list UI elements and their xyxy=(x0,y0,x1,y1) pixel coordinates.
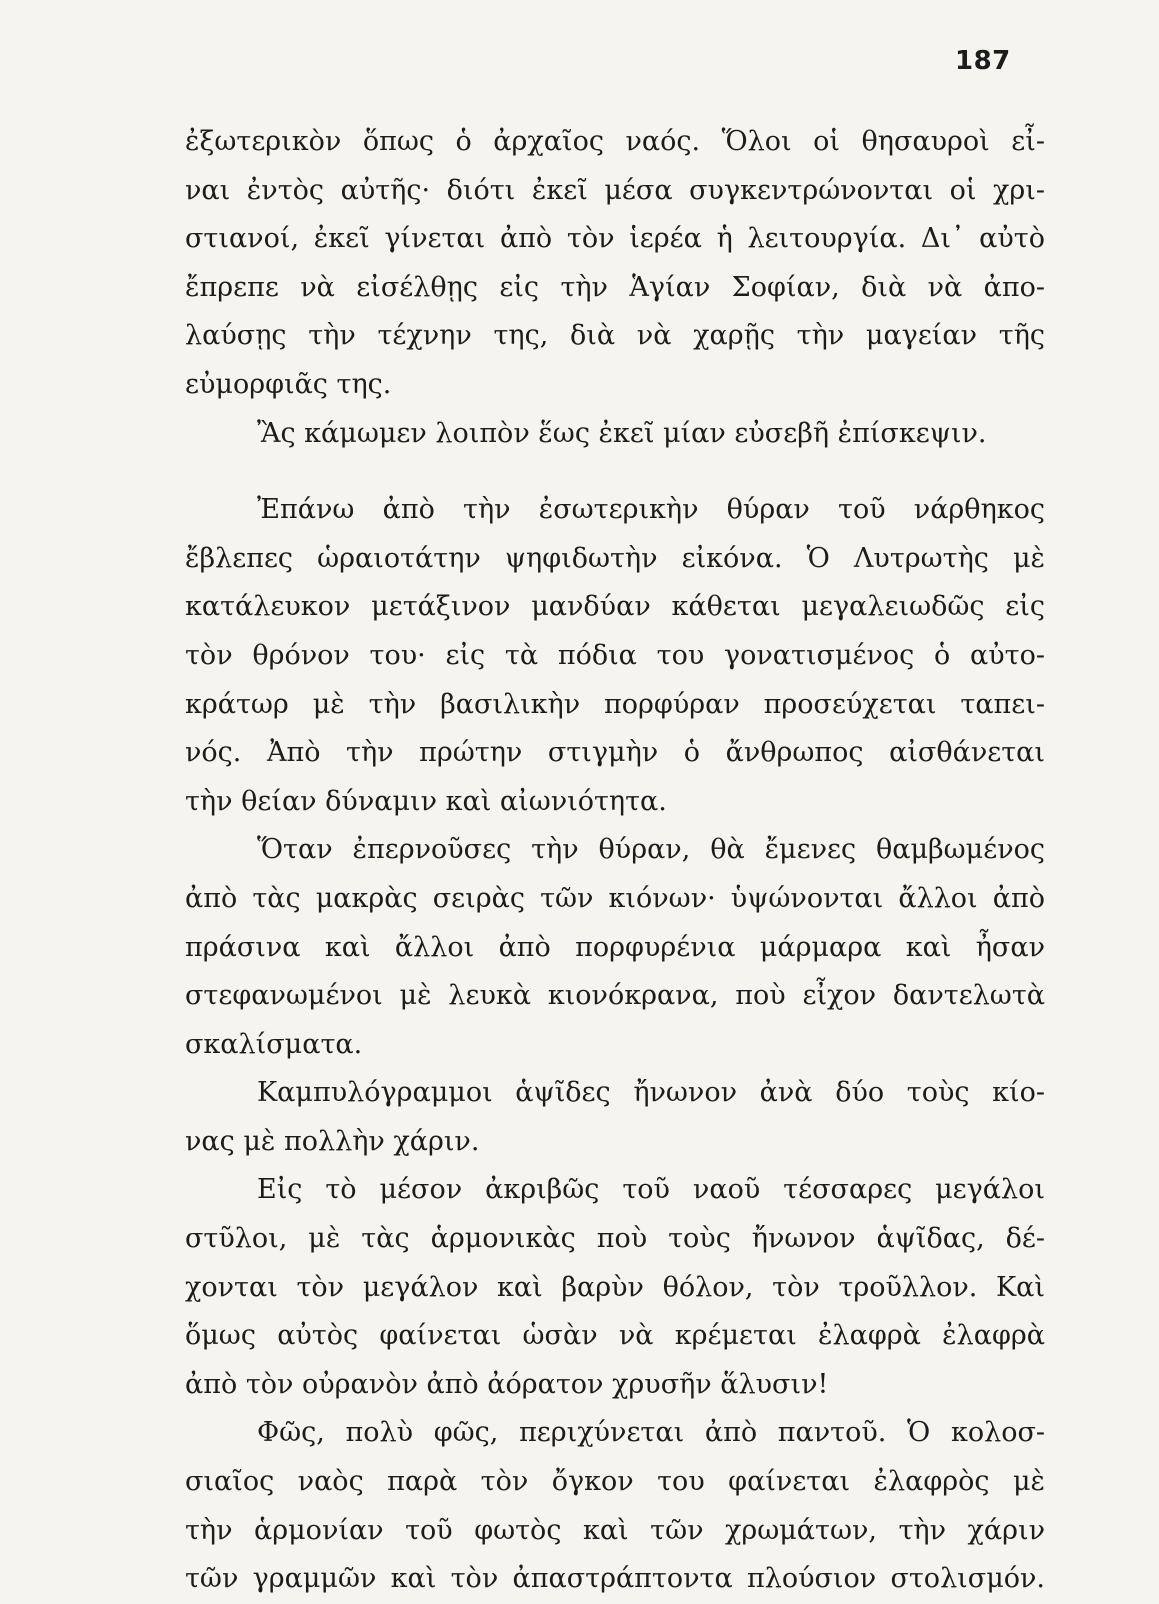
text-line: ἀπὸ τὸν οὐρανὸν ἀπὸ ἀόρατον χρυσῆν ἅλυσιν! xyxy=(185,1368,829,1400)
text-line: ναι ἐντὸς αὐτῆς· διότι ἐκεῖ μέσα συγκεντρώνονται οἱ χρι- xyxy=(185,174,1045,206)
text-line: νας μὲ πολλὴν χάριν. xyxy=(185,1125,480,1157)
text-line: ἐξωτερικὸν ὅπως ὁ ἀρχαῖος ναός. Ὅλοι οἱ θησαυροὶ εἶ- xyxy=(185,126,1045,157)
text-line: εὐμορφιᾶς της. xyxy=(185,368,392,400)
text-line: στεφανωμένοι μὲ λευκὰ κιονόκρανα, ποὺ εἶχον δαντελωτὰ xyxy=(185,980,1045,1012)
text-line: Καμπυλόγραμμοι ἁψῖδες ἤνωνον ἀνὰ δύο τοὺς κίο- xyxy=(257,1077,1045,1109)
text-line: ὅμως αὐτὸς φαίνεται ὡσὰν νὰ κρέμεται ἐλαφρὰ ἐλαφρὰ xyxy=(185,1320,1045,1352)
text-line: ἀπὸ τὰς μακρὰς σειρὰς τῶν κιόνων· ὑψώνονται ἄλλοι ἀπὸ xyxy=(185,882,1045,914)
text-line: Φῶς, πολὺ φῶς, περιχύνεται ἀπὸ παντοῦ. Ὁ κολοσ- xyxy=(257,1417,1045,1449)
body-text xyxy=(185,118,1045,1604)
text-line: τὴν ἁρμονίαν τοῦ φωτὸς καὶ τῶν χρωμάτων, τὴν χάριν xyxy=(185,1514,1045,1546)
text-line: Ὅταν ἐπερνοῦσες τὴν θύραν, θὰ ἔμενες θαμβωμένος xyxy=(257,834,1045,866)
page-number: 187 xyxy=(955,46,1011,76)
text-line: στῦλοι, μὲ τὰς ἁρμονικὰς ποὺ τοὺς ἤνωνον ἁψῖδας, δέ- xyxy=(185,1223,1045,1255)
text-line: ἔβλεπες ὡραιοτάτην ψηφιδωτὴν εἰκόνα. Ὁ Λυτρωτὴς μὲ xyxy=(185,542,1045,574)
text-line: τῶν γραμμῶν καὶ τὸν ἀπαστράπτοντα πλούσιον στολισμόν. xyxy=(185,1563,1045,1595)
text-line: Ἐπάνω ἀπὸ τὴν ἐσωτερικὴν θύραν τοῦ νάρθηκος xyxy=(257,494,1045,526)
text-line: πράσινα καὶ ἄλλοι ἀπὸ πορφυρένια μάρμαρα καὶ ἦσαν xyxy=(185,931,1045,963)
paragraph-gap xyxy=(185,458,1045,486)
text-line: σιαῖος ναὸς παρὰ τὸν ὄγκον του φαίνεται ἐλαφρὸς μὲ xyxy=(185,1466,1045,1498)
text-line: τὸν θρόνον του· εἰς τὰ πόδια του γονατισμένος ὁ αὐτο- xyxy=(185,639,1045,671)
text-line: Εἰς τὸ μέσον ἀκριβῶς τοῦ ναοῦ τέσσαρες μεγάλοι xyxy=(257,1174,1045,1206)
text-line: κράτωρ μὲ τὴν βασιλικὴν πορφύραν προσεύχεται ταπει- xyxy=(185,688,1045,720)
text-line: σκαλίσματα. xyxy=(185,1028,363,1060)
text-line: κατάλευκον μετάξινον μανδύαν κάθεται μεγαλειωδῶς εἰς xyxy=(185,591,1045,623)
text-line: ἔπρεπε νὰ εἰσέλθῃς εἰς τὴν Ἁγίαν Σοφίαν, διὰ νὰ ἀπο- xyxy=(185,271,1045,303)
text-line: τὴν θείαν δύναμιν καὶ αἰωνιότητα. xyxy=(185,785,667,817)
text-line: στιανοί, ἐκεῖ γίνεται ἀπὸ τὸν ἱερέα ἡ λειτουργία. Δι᾿ αὐτὸ xyxy=(185,223,1045,255)
text-line: νός. Ἀπὸ τὴν πρώτην στιγμὴν ὁ ἄνθρωπος αἰσθάνεται xyxy=(185,737,1045,769)
text-line: Ἂς κάμωμεν λοιπὸν ἕως ἐκεῖ μίαν εὐσεβῆ ἐπίσκεψιν. xyxy=(257,417,987,449)
text-line: χονται τὸν μεγάλον καὶ βαρὺν θόλον, τὸν τροῦλλον. Καὶ xyxy=(185,1271,1045,1303)
text-line: λαύσῃς τὴν τέχνην της, διὰ νὰ χαρῇς τὴν μαγείαν τῆς xyxy=(185,320,1045,352)
